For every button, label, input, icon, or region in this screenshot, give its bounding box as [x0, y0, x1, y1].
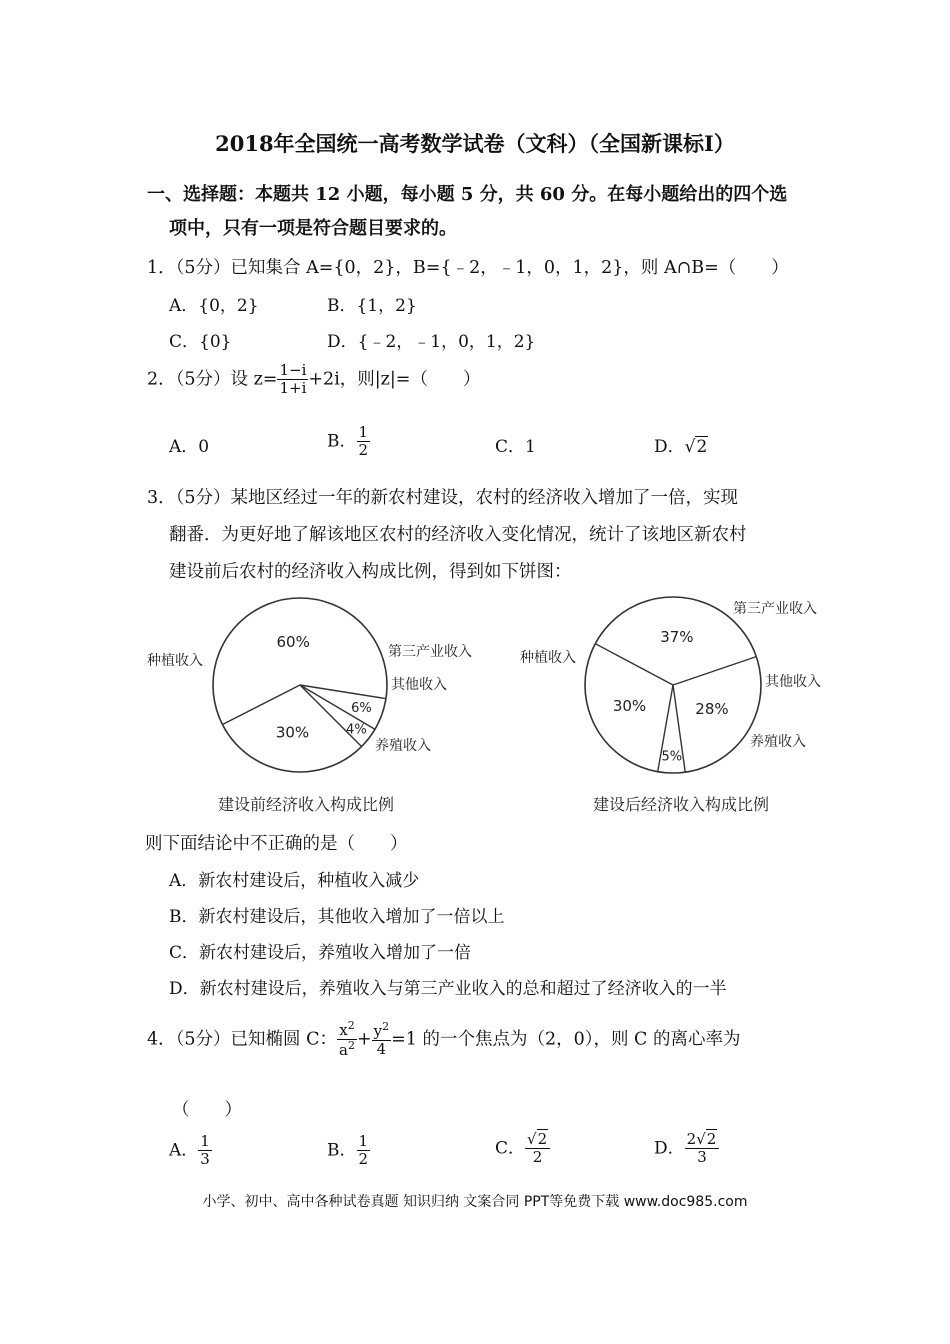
pie-charts: [0, 590, 950, 825]
q3-line1: 3．（5分）某地区经过一年的新农村建设，农村的经济收入增加了一倍，实现: [147, 488, 739, 508]
q4-prefix: 4．（5分）已知椭圆 C：: [147, 1029, 337, 1050]
q4-option-b: [327, 1133, 370, 1169]
q2-stem: [147, 362, 480, 398]
pie-category-label: 其他收入: [391, 677, 447, 693]
pie-slice-value-label: 28%: [695, 699, 729, 718]
q4-plus: +: [356, 1029, 372, 1050]
q4-option-a-label: A．: [169, 1140, 199, 1161]
q4-option-d-coef: 2: [686, 1130, 697, 1148]
pie-chart-title: 建设前经济收入构成比例: [217, 795, 395, 814]
q3-question: 则下面结论中不正确的是（ ）: [145, 834, 408, 854]
q4-y-exp: 2: [382, 1020, 390, 1033]
pie-slice-value-label: 37%: [660, 627, 694, 646]
q4-option-a: [169, 1133, 212, 1169]
q3-line3: 建设前后农村的经济收入构成比例，得到如下饼图：: [169, 562, 572, 582]
q4-option-d-den: 3: [697, 1148, 707, 1167]
q4-x: x: [339, 1021, 348, 1039]
pie-slice-value-label: 60%: [276, 633, 310, 652]
page-title: 2018年全国统一高考数学试卷（文科）（全国新课标I）: [215, 131, 735, 156]
q4-answer-paren: （ ）: [172, 1100, 242, 1120]
q4-four: 4: [376, 1040, 387, 1059]
q2-option-c: C．1: [495, 437, 536, 457]
pie-slice-value-label: 4%: [346, 722, 367, 738]
pie-slice-value-label: 6%: [351, 701, 372, 717]
q3-option-d: D．新农村建设后，养殖收入与第三产业收入的总和超过了经济收入的一半: [169, 979, 727, 999]
q2-frac-num: 1−i: [279, 361, 307, 379]
q4-a: a: [338, 1041, 348, 1060]
sqrt-symbol: √: [696, 1130, 706, 1148]
pie-slice-value-label: 30%: [612, 697, 647, 716]
q2-option-b-num: 1: [358, 423, 369, 441]
pie-slice-value-label: 5%: [661, 749, 683, 765]
q1-option-a: A．{0，2}: [169, 296, 259, 316]
q2-frac-den: 1+i: [279, 379, 307, 398]
q1-stem: 1．（5分）已知集合 A={0，2}，B={﹣2，﹣1，0，1，2}，则 A∩B=（ ）: [147, 258, 789, 278]
pie-slice-value-label: 30%: [275, 723, 310, 742]
q2-option-a: A．0: [169, 437, 210, 457]
q1-option-b: B．{1，2}: [327, 296, 417, 316]
section-heading-line2: 项中，只有一项是符合题目要求的。: [169, 218, 457, 239]
pie-chart-title: 建设后经济收入构成比例: [592, 795, 770, 814]
q4-suffix: =1 的一个焦点为（2，0），则 C 的离心率为: [391, 1029, 741, 1050]
q2-fraction: [277, 362, 308, 398]
pie-category-label: 养殖收入: [375, 738, 431, 754]
section-heading-line1: 一、选择题：本题共 12 小题，每小题 5 分，共 60 分。在每小题给出的四个选: [147, 184, 788, 205]
q4-a-exp: 2: [347, 1039, 355, 1053]
q1-option-c: C．{0}: [169, 332, 232, 352]
q2-option-b-label: B．: [327, 431, 357, 452]
q4-option-c-den: 2: [532, 1148, 543, 1167]
q4-option-a-den: 3: [200, 1150, 210, 1169]
pie-category-label: 其他收入: [765, 674, 821, 690]
q4-option-d: [654, 1131, 719, 1167]
q3-option-b: B．新农村建设后，其他收入增加了一倍以上: [169, 907, 505, 927]
q4-option-d-label: D．: [654, 1138, 685, 1159]
sqrt-symbol: √: [527, 1130, 537, 1148]
q4-option-d-radicand: 2: [706, 1130, 717, 1148]
q4-x-exp: 2: [347, 1019, 355, 1032]
q4-option-b-den: 2: [358, 1150, 369, 1169]
footer-text: 小学、初中、高中各种试卷真题 知识归纳 文案合同 PPT等免费下载 www.doc985.com: [202, 1194, 748, 1210]
q2-option-d: [654, 432, 708, 457]
q1-option-d: D．{﹣2，﹣1，0，1，2}: [327, 332, 536, 352]
q3-line2: 翻番．为更好地了解该地区农村的经济收入变化情况，统计了该地区新农村: [169, 525, 747, 545]
q3-option-c: C．新农村建设后，养殖收入增加了一倍: [169, 943, 472, 963]
q4-option-c-radicand: 2: [537, 1130, 548, 1148]
pie-chart-after: [520, 597, 821, 814]
pie-category-label: 第三产业收入: [733, 601, 817, 617]
q4-option-a-num: 1: [200, 1132, 210, 1150]
q3-option-a: A．新农村建设后，种植收入减少: [169, 871, 420, 891]
pie-category-label: 种植收入: [520, 650, 576, 666]
q4-y: y: [373, 1022, 383, 1040]
q2-option-d-radicand: 2: [696, 437, 708, 457]
q4-option-b-label: B．: [327, 1140, 357, 1161]
q2-option-b-den: 2: [358, 441, 369, 460]
pie-category-label: 种植收入: [147, 653, 203, 669]
q2-option-b: [327, 424, 370, 460]
q2-suffix: +2i，则|z|=（ ）: [308, 369, 481, 390]
pie-category-label: 第三产业收入: [388, 644, 472, 660]
q2-option-d-label: D．: [654, 437, 685, 457]
pie-chart-before: [147, 598, 472, 814]
q4-option-b-num: 1: [358, 1132, 369, 1150]
q4-option-c: [495, 1131, 550, 1167]
pie-category-label: 养殖收入: [750, 734, 806, 750]
sqrt-symbol: √: [684, 437, 696, 457]
q2-prefix: 2．（5分）设 z=: [147, 369, 278, 390]
q4-stem: [147, 1020, 741, 1060]
q4-option-c-label: C．: [495, 1138, 526, 1159]
